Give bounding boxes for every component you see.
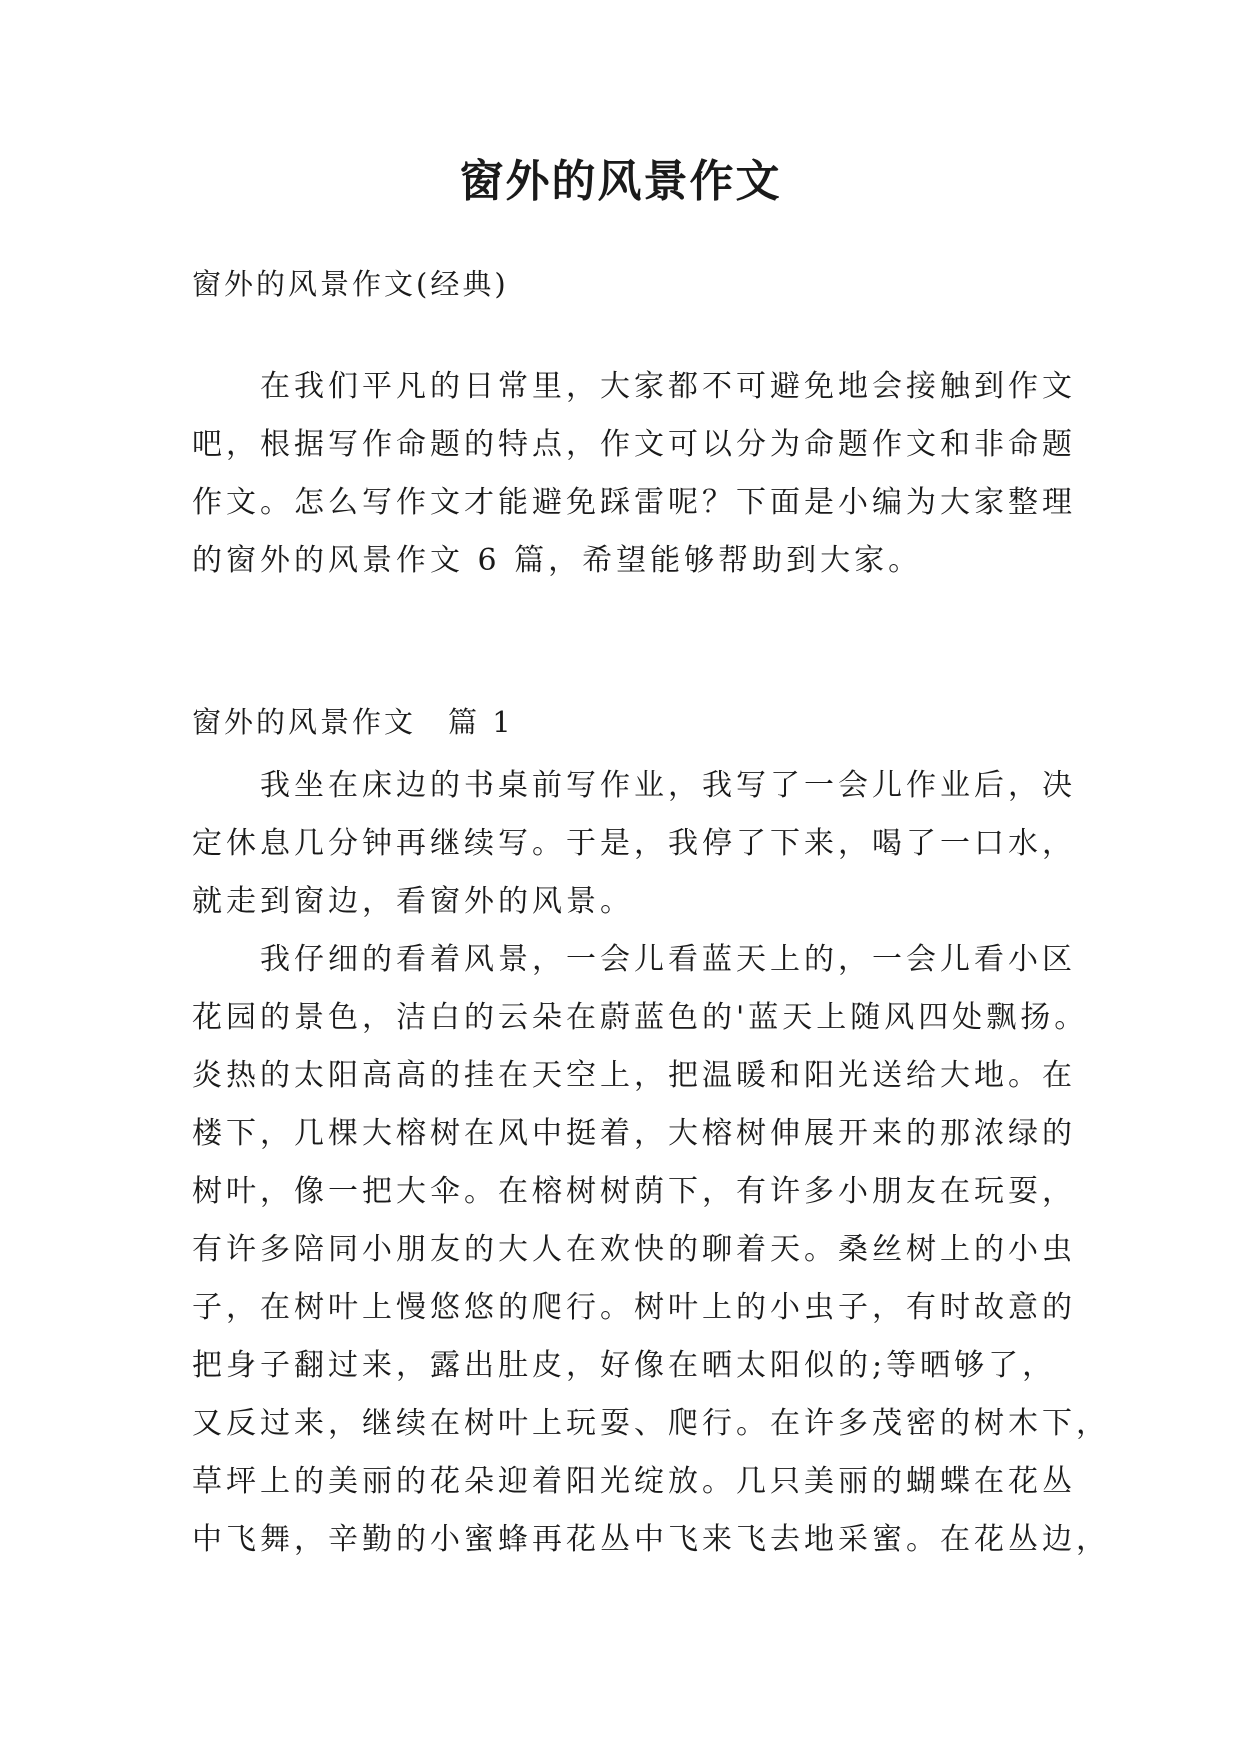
intro-line: 在我们平凡的日常里，大家都不可避免地会接触到作文 <box>192 369 1076 404</box>
paragraph-line: 把身子翻过来，露出肚皮，好像在晒太阳似的;等晒够了， <box>192 1348 1057 1383</box>
paragraph-line: 有许多陪同小朋友的大人在欢快的聊着天。桑丝树上的小虫 <box>192 1232 1076 1267</box>
paragraph-line: 树叶，像一把大伞。在榕树树荫下，有许多小朋友在玩耍， <box>192 1174 1076 1209</box>
paragraph-line: 草坪上的美丽的花朵迎着阳光绽放。几只美丽的蝴蝶在花丛 <box>192 1464 1076 1499</box>
intro-line: 作文。怎么写作文才能避免踩雷呢？下面是小编为大家整理 <box>192 485 1076 520</box>
paragraph-line: 中飞舞，辛勤的小蜜蜂再花丛中飞来飞去地采蜜。在花丛边， <box>192 1522 1110 1557</box>
paragraph-line: 炎热的太阳高高的挂在天空上，把温暖和阳光送给大地。在 <box>192 1058 1076 1093</box>
intro-line: 的窗外的风景作文 6 篇，希望能够帮助到大家。 <box>192 543 923 578</box>
document-title: 窗外的风景作文 <box>459 156 782 207</box>
paragraph-1 <box>192 757 1076 931</box>
paragraph-line: 就走到窗边，看窗外的风景。 <box>192 884 634 919</box>
paragraph-line: 又反过来，继续在树叶上玩耍、爬行。在许多茂密的树木下， <box>192 1406 1110 1441</box>
paragraph-line: 我坐在床边的书桌前写作业，我写了一会儿作业后，决 <box>192 768 1076 803</box>
paragraph-line: 花园的景色，洁白的云朵在蔚蓝色的'蓝天上随风四处飘扬。 <box>192 1000 1089 1035</box>
section-heading: 窗外的风景作文 篇 1 <box>192 705 514 739</box>
intro-paragraph <box>192 358 1076 590</box>
paragraph-line: 楼下，几棵大榕树在风中挺着，大榕树伸展开来的那浓绿的 <box>192 1116 1076 1151</box>
document-subtitle: 窗外的风景作文(经典) <box>192 267 509 301</box>
paragraph-line: 子，在树叶上慢悠悠的爬行。树叶上的小虫子，有时故意的 <box>192 1290 1076 1325</box>
paragraph-line: 我仔细的看着风景，一会儿看蓝天上的，一会儿看小区 <box>192 942 1076 977</box>
intro-line: 吧，根据写作命题的特点，作文可以分为命题作文和非命题 <box>192 427 1076 462</box>
paragraph-2 <box>192 931 1110 1569</box>
paragraph-line: 定休息几分钟再继续写。于是，我停了下来，喝了一口水， <box>192 826 1076 861</box>
